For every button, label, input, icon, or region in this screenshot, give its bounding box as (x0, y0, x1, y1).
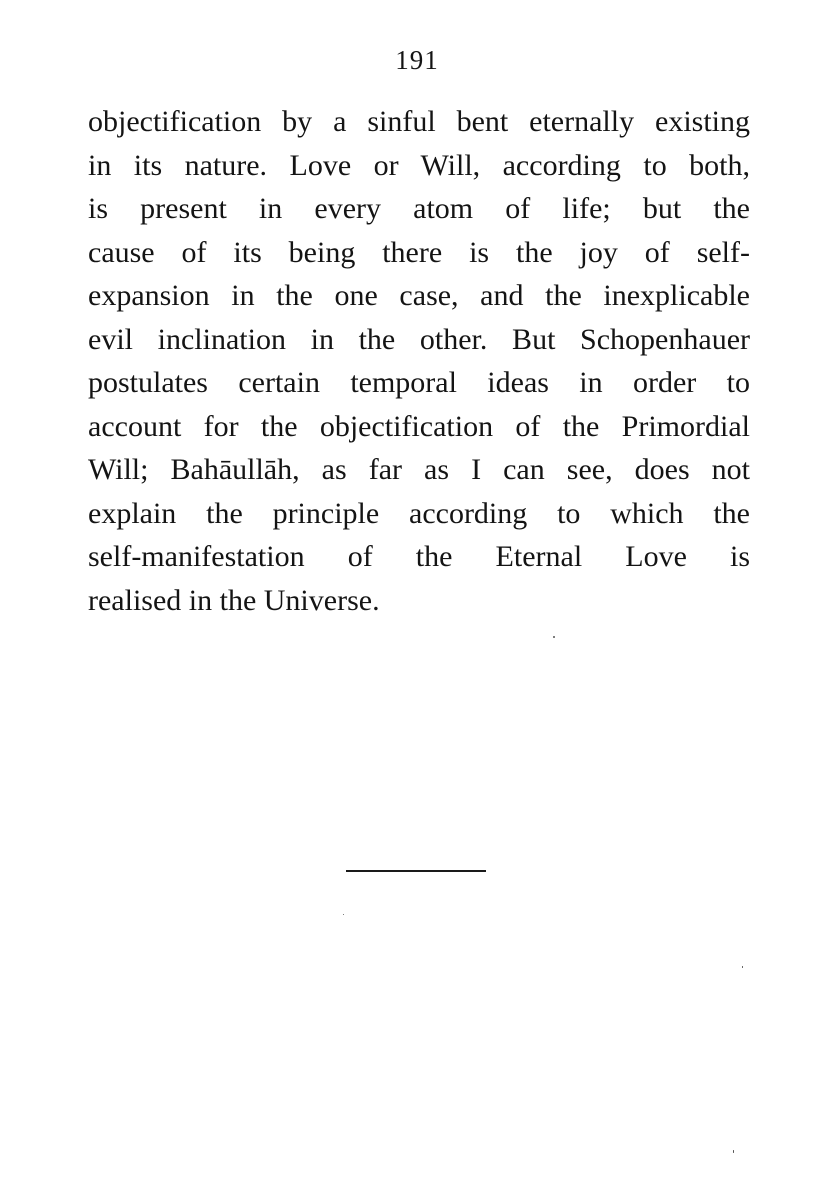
text-line: in its nature. Love or Will, according to both, (88, 148, 750, 182)
body-text (88, 100, 750, 622)
text-line: explain the principle according to which the (88, 496, 750, 530)
text-line: cause of its being there is the joy of self- (88, 235, 750, 269)
text-line: evil inclination in the other. But Schopenhauer (88, 322, 750, 356)
text-line-last: realised in the Universe. (88, 583, 380, 617)
scan-speck (733, 1150, 734, 1153)
page-number: 191 (395, 45, 439, 75)
text-line: objectification by a sinful bent eternally existing (88, 105, 750, 138)
text-line: Will; Bahāullāh, as far as I can see, does not (88, 453, 750, 486)
scan-speck (742, 966, 743, 968)
scan-speck (343, 914, 344, 915)
text-line: is present in every atom of life; but the (88, 192, 750, 225)
section-end-rule (346, 870, 486, 872)
text-line: postulates certain temporal ideas in order to (88, 366, 750, 399)
text-line: expansion in the one case, and the inexplicable (88, 279, 750, 312)
text-line: self-manifestation of the Eternal Love is (88, 540, 750, 573)
scan-speck (553, 636, 555, 638)
text-line: account for the objectification of the Primordial (88, 409, 750, 443)
